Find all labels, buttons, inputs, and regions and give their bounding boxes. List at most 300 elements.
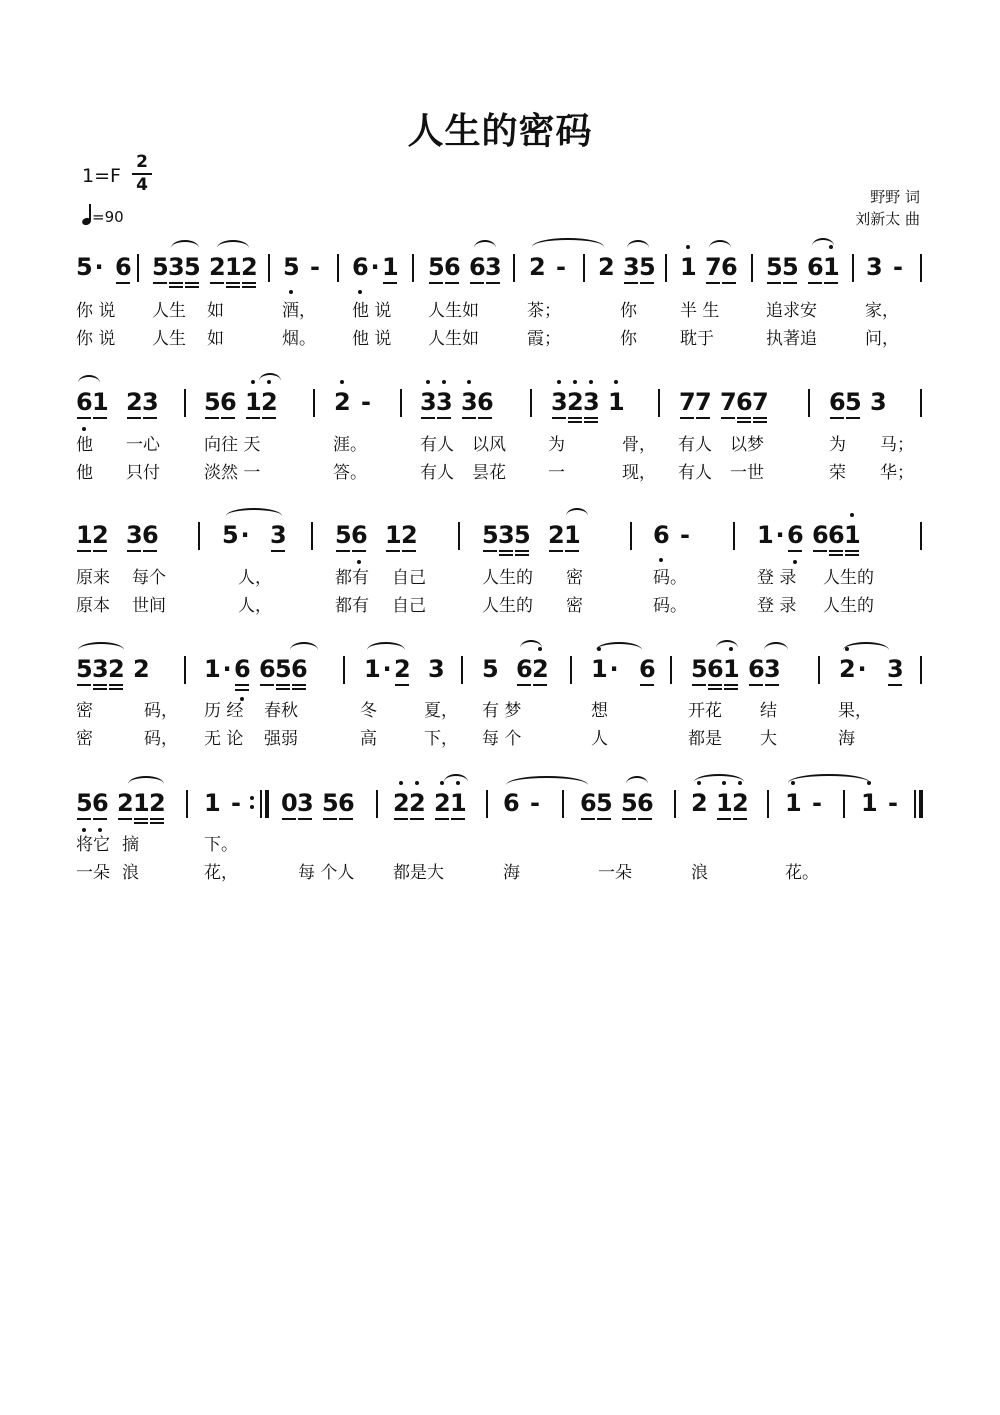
slur-arc (843, 642, 889, 658)
slur-arc (694, 774, 744, 790)
lyric-syllables: 人， (238, 568, 272, 588)
lyric-syllables: 他 说 (352, 301, 392, 321)
barline (458, 522, 460, 550)
note-1: 1 (92, 387, 108, 417)
lyric-syllables: 想 (591, 701, 608, 721)
lyric-syllables: 码， (144, 701, 178, 721)
lyric-syllables: 如 (207, 329, 224, 349)
slur-arc (788, 774, 870, 792)
barline (137, 254, 139, 282)
lyric-syllables: 一朵 (598, 863, 632, 883)
octave-dot (573, 380, 577, 384)
beam-underline (395, 684, 409, 686)
note-3: 3 (142, 387, 158, 417)
beam-underline (386, 550, 400, 552)
note-3: 3 (623, 252, 639, 282)
augmentation-dot: · (222, 655, 232, 683)
beam-underline (445, 282, 459, 284)
beam-underline (829, 550, 843, 552)
slur-arc (367, 642, 405, 658)
octave-dot (399, 781, 403, 785)
beam-underline (298, 818, 312, 820)
note-3: 3 (126, 520, 142, 550)
note-3: 3 (764, 654, 780, 684)
time-signature-top: 2 (136, 152, 148, 172)
note-2: 2 (532, 654, 548, 684)
lyric-syllables: 下。 (204, 835, 238, 855)
staff-line-4 (0, 654, 1000, 694)
beam-underline (483, 550, 497, 552)
lyric-syllables: 荣 (829, 463, 846, 483)
lyric-syllables: 执著追 (766, 329, 817, 349)
lyric-syllables: 冬 (360, 701, 377, 721)
lyric-syllables: 你 (620, 329, 637, 349)
beam-underline (624, 282, 638, 284)
measure (839, 654, 903, 684)
beam-underline (721, 417, 735, 419)
note-6: 6 (469, 252, 485, 282)
measure (204, 387, 277, 417)
barline (808, 389, 810, 417)
beam-underline (143, 550, 157, 552)
barline (313, 389, 315, 417)
note-2: 2 (126, 387, 142, 417)
barline (920, 254, 922, 282)
measure (482, 654, 548, 684)
slur-arc (444, 774, 468, 790)
lyric-syllables: 一朵 (76, 863, 110, 883)
note-2: 2 (434, 788, 450, 818)
slur-arc (566, 508, 588, 524)
lyric-syllables: 人生的 (823, 596, 874, 616)
beam-underline (246, 417, 260, 419)
note-6: 6 (76, 387, 92, 417)
tempo-value: =90 (92, 208, 124, 226)
note-1: 1 (680, 252, 696, 282)
beam-underline (77, 818, 91, 820)
note-5: 5 (222, 521, 239, 549)
lyric-syllables: 问， (865, 329, 899, 349)
beam-underline (394, 818, 408, 820)
lyric-syllables: 昙花 (472, 463, 506, 483)
beam-underline (221, 417, 235, 419)
lyric-syllables: 密 (566, 568, 583, 588)
lyric-syllables: 每 个人 (298, 863, 355, 883)
note-6: 6 (338, 788, 354, 818)
note-5: 5 (482, 520, 498, 550)
barline (920, 389, 922, 417)
note-2: 2 (598, 253, 615, 281)
note-2: 2 (334, 387, 350, 417)
note-1: 1 (225, 252, 241, 282)
barline (767, 790, 769, 818)
lyric-syllables: 每 个 (482, 729, 522, 749)
beam-underline (829, 554, 843, 556)
note-6: 6 (637, 788, 653, 818)
lyric-syllables: 霞； (527, 329, 561, 349)
barline (920, 656, 922, 684)
lyric-syllables: 将它 (76, 835, 110, 855)
beam-underline (93, 688, 107, 690)
note-2: 2 (117, 788, 133, 818)
dash-extension: - (888, 789, 898, 817)
lyric-syllables: 如 (207, 301, 224, 321)
lyric-syllables: 密 (76, 701, 93, 721)
barline (583, 254, 585, 282)
note-2: 2 (732, 788, 748, 818)
note-6: 6 (259, 654, 275, 684)
octave-dot (850, 513, 854, 517)
barline (486, 790, 488, 818)
credits (855, 186, 920, 230)
note-1: 1 (608, 387, 624, 417)
staff-line-5 (0, 788, 1000, 828)
measure (679, 387, 768, 417)
beam-underline (486, 282, 500, 284)
slur-arc (259, 373, 281, 389)
measure (551, 387, 624, 417)
measure (152, 252, 257, 282)
measure (428, 252, 501, 282)
beam-underline (185, 282, 199, 284)
dash-extension: - (530, 789, 540, 817)
note-2: 2 (401, 520, 417, 550)
measure (76, 252, 131, 282)
lyric-syllables: 人 (591, 729, 608, 749)
barline (184, 389, 186, 417)
dash-extension: - (310, 253, 320, 281)
beam-underline (680, 417, 694, 419)
lyric-syllables: 原来 (76, 568, 110, 588)
note-7: 7 (705, 252, 721, 282)
lyrics-verse-1-line-3 (0, 563, 1000, 587)
octave-dot (340, 380, 344, 384)
beam-underline (93, 550, 107, 552)
note-3: 3 (436, 387, 452, 417)
note-6: 6 (503, 789, 520, 817)
barline (674, 790, 676, 818)
beam-underline (708, 684, 722, 686)
beam-underline (640, 684, 654, 686)
note-1: 1 (564, 520, 580, 550)
beam-underline (169, 286, 183, 288)
measure (653, 520, 692, 550)
lyric-syllables: 果， (838, 701, 872, 721)
lyric-syllables: 半 生 (680, 301, 720, 321)
barline (665, 254, 667, 282)
lyric-syllables: 答。 (333, 463, 367, 483)
beam-underline (383, 282, 397, 284)
lyric-syllables: 下， (424, 729, 458, 749)
note-3: 3 (297, 788, 313, 818)
beam-underline (749, 684, 763, 686)
lyric-syllables: 每个 (132, 568, 166, 588)
lyric-syllables: 密 (76, 729, 93, 749)
beam-underline (262, 417, 276, 419)
barline (268, 254, 270, 282)
beam-underline (533, 684, 547, 686)
measure (598, 252, 655, 282)
beam-underline (724, 684, 738, 686)
note-6: 6 (444, 252, 460, 282)
slur-arc (520, 640, 542, 656)
beam-underline (235, 684, 249, 686)
barline (530, 389, 532, 417)
staff-line-1 (0, 252, 1000, 292)
lyric-syllables: 人生如 (428, 329, 479, 349)
barline (818, 656, 820, 684)
note-3: 3 (866, 253, 883, 281)
beam-underline (292, 684, 306, 686)
beam-underline (169, 282, 183, 284)
lyric-syllables: 人， (238, 596, 272, 616)
note-7: 7 (720, 387, 736, 417)
beam-underline (499, 554, 513, 556)
note-6: 6 (477, 387, 493, 417)
barline (920, 522, 922, 550)
slur-arc (716, 640, 738, 656)
octave-dot (589, 380, 593, 384)
slur-arc (171, 240, 199, 256)
beam-underline (888, 684, 902, 686)
key-signature: 1=F (82, 165, 121, 187)
augmentation-dot: · (94, 253, 104, 281)
beam-underline (109, 684, 123, 686)
dash-extension: - (361, 388, 371, 416)
note-0: 0 (281, 788, 297, 818)
dash-extension: - (680, 521, 690, 549)
lyrics-verse-1-line-1 (0, 296, 1000, 320)
lyric-syllables: 有人 (420, 463, 454, 483)
beam-underline (753, 417, 767, 419)
lyric-syllables: 摘 (122, 835, 139, 855)
note-2: 2 (261, 387, 277, 417)
note-6: 6 (736, 387, 752, 417)
barline (376, 790, 378, 818)
measure (204, 654, 307, 684)
beam-underline (568, 417, 582, 419)
staff-line-2 (0, 387, 1000, 427)
lyrics-verse-1-line-2 (0, 430, 1000, 454)
beam-underline (515, 554, 529, 556)
octave-dot (358, 290, 362, 294)
beam-underline (134, 822, 148, 824)
lyric-syllables: 一世 (730, 463, 764, 483)
note-2: 2 (241, 252, 257, 282)
beam-underline (470, 282, 484, 284)
measure (76, 788, 165, 818)
lyric-syllables: 原本 (76, 596, 110, 616)
augmentation-dot: · (857, 655, 867, 683)
measure (283, 252, 322, 282)
slur-arc (290, 642, 318, 658)
dash-extension: - (231, 789, 241, 817)
note-1: 1 (785, 788, 801, 818)
beam-underline (478, 417, 492, 419)
lyrics-verse-2-line-4 (0, 724, 1000, 748)
beam-underline (724, 688, 738, 690)
beam-underline (737, 417, 751, 419)
note-3: 3 (168, 252, 184, 282)
note-3: 3 (583, 387, 599, 417)
note-5: 5 (691, 654, 707, 684)
measure (335, 520, 417, 550)
note-1: 1 (133, 788, 149, 818)
lyric-syllables: 他 (76, 435, 93, 455)
note-1: 1 (385, 520, 401, 550)
octave-dot (251, 380, 255, 384)
lyric-syllables: 以梦 (730, 435, 764, 455)
beam-underline (352, 550, 366, 552)
note-1: 1 (716, 788, 732, 818)
beam-underline (435, 818, 449, 820)
lyric-syllables: 家， (865, 301, 899, 321)
beam-underline (109, 688, 123, 690)
note-5: 5 (275, 654, 291, 684)
measure (420, 387, 493, 417)
lyric-syllables: 都是大 (393, 863, 444, 883)
lyrics-verse-2-line-1 (0, 324, 1000, 348)
beam-underline (127, 550, 141, 552)
lyric-syllables: 只付 (126, 463, 160, 483)
note-3: 3 (870, 388, 887, 416)
note-5: 5 (184, 252, 200, 282)
lyric-syllables: 以风 (472, 435, 506, 455)
measure (393, 788, 466, 818)
barline (751, 254, 753, 282)
beam-underline (185, 286, 199, 288)
note-3: 3 (887, 654, 903, 684)
lyric-syllables: 你 说 (76, 329, 116, 349)
lyric-syllables: 有人 (678, 463, 712, 483)
lyric-syllables: 人生的 (482, 596, 533, 616)
barline (343, 656, 345, 684)
beam-underline (276, 684, 290, 686)
note-3: 3 (551, 387, 567, 417)
slur-arc (812, 238, 834, 254)
lyric-syllables: 春秋 (264, 701, 298, 721)
note-1: 1 (757, 521, 774, 549)
measure (785, 788, 824, 818)
beam-underline (339, 818, 353, 820)
slur-arc (627, 240, 649, 256)
lyric-syllables: 海 (503, 863, 520, 883)
beam-underline (292, 688, 306, 690)
note-6: 6 (142, 520, 158, 550)
augmentation-dot: · (370, 253, 380, 281)
measure (680, 252, 737, 282)
note-2: 2 (409, 788, 425, 818)
note-1: 1 (450, 788, 466, 818)
beam-underline (597, 818, 611, 820)
beam-underline (824, 282, 838, 284)
barline (570, 656, 572, 684)
lyric-syllables: 浪 (122, 863, 139, 883)
lyric-syllables: 有 梦 (482, 701, 522, 721)
beam-underline (733, 818, 747, 820)
note-1: 1 (76, 520, 92, 550)
quarter-note-icon (82, 204, 92, 226)
note-5: 5 (283, 252, 299, 282)
measure (691, 654, 780, 684)
beam-underline (116, 282, 130, 284)
beam-underline (336, 550, 350, 552)
note-2: 2 (393, 788, 409, 818)
beam-underline (767, 282, 781, 284)
beam-underline (846, 417, 860, 419)
lyric-syllables: 有人 (420, 435, 454, 455)
lyric-syllables: 你 (620, 301, 637, 321)
beam-underline (788, 550, 802, 552)
note-1: 1 (364, 655, 381, 683)
dash-extension: - (893, 253, 903, 281)
lyric-syllables: 骨， (622, 435, 656, 455)
note-2: 2 (548, 520, 564, 550)
note-5: 5 (428, 252, 444, 282)
measure (76, 654, 149, 684)
note-3: 3 (498, 520, 514, 550)
slur-arc (626, 776, 648, 792)
time-signature-bottom: 4 (136, 175, 148, 195)
lyric-syllables: 花。 (785, 863, 819, 883)
lyric-syllables: 夏， (424, 701, 458, 721)
lyric-syllables: 他 (76, 463, 93, 483)
lyric-syllables: 为 (548, 435, 565, 455)
beam-underline (549, 550, 563, 552)
beam-underline (210, 282, 224, 284)
measure (76, 387, 158, 417)
beam-underline (153, 282, 167, 284)
beam-underline (410, 818, 424, 820)
note-1: 1 (823, 252, 839, 282)
octave-dot (557, 380, 561, 384)
note-3: 3 (485, 252, 501, 282)
dash-extension: - (812, 789, 822, 817)
note-1: 1 (245, 387, 261, 417)
lyric-syllables: 都是 (688, 729, 722, 749)
lyric-syllables: 烟。 (282, 329, 316, 349)
note-5: 5 (204, 387, 220, 417)
note-1: 1 (591, 654, 607, 684)
lyric-syllables: 他 说 (352, 329, 392, 349)
note-2: 2 (529, 253, 546, 281)
beam-underline (226, 286, 240, 288)
barline (670, 656, 672, 684)
song-title: 人生的密码 (407, 111, 593, 152)
lyric-syllables: 自己 (392, 568, 426, 588)
lyric-syllables: 人生 (152, 329, 186, 349)
note-1: 1 (844, 520, 860, 550)
note-6: 6 (351, 520, 367, 550)
beam-underline (568, 421, 582, 423)
lyric-syllables: 现， (622, 463, 656, 483)
note-2: 2 (839, 654, 855, 684)
measure (352, 252, 398, 282)
slur-arc (78, 375, 100, 391)
beam-underline (77, 550, 91, 552)
note-5: 5 (766, 252, 782, 282)
octave-dot (442, 380, 446, 384)
note-5: 5 (621, 788, 637, 818)
note-1: 1 (382, 252, 398, 282)
octave-dot (614, 380, 618, 384)
lyric-syllables: 酒， (282, 301, 316, 321)
note-1: 1 (204, 655, 221, 683)
beam-underline (845, 554, 859, 556)
measure (529, 252, 568, 282)
lyric-syllables: 都有 (335, 568, 369, 588)
note-5: 5 (76, 788, 92, 818)
